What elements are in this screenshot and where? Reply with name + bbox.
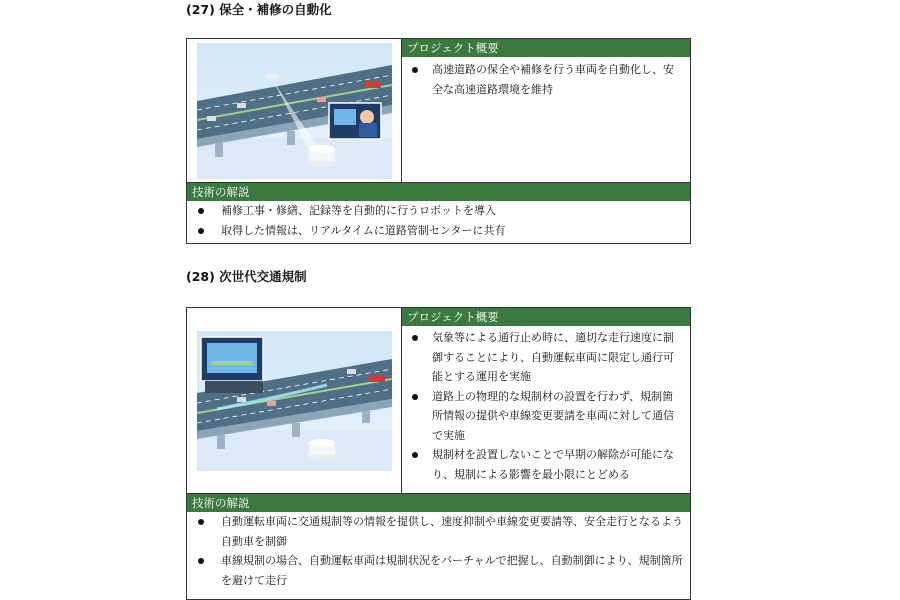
section-28-heading: (28) 次世代交通規制 (186, 269, 307, 284)
list-item: 気象等による通行止め時に、適切な走行速度に制御することにより、自動運転車両に限定し通行可能とする運用を実施 (402, 328, 690, 387)
section-28-image-cell (187, 308, 402, 493)
list-item: 高速道路の保全や補修を行う車両を自動化し、安全な高速道路環境を維持 (402, 60, 690, 99)
section-27-overview-list (402, 57, 690, 99)
bullet-icon (198, 519, 204, 525)
section-28-overview-header: プロジェクト概要 (402, 308, 690, 326)
traffic-regulation-illustration (197, 331, 392, 471)
section-27-tech-list (187, 201, 690, 240)
section-28-top-row (187, 308, 690, 494)
section-27-heading: (27) 保全・補修の自動化 (186, 2, 332, 17)
list-item: 自動運転車両に交通規制等の情報を提供し、速度抑制や車線変更要請等、安全走行となるよう自動車を制御 (187, 512, 690, 551)
list-item: 取得した情報は、リアルタイムに道路管制センターに共有 (187, 221, 690, 241)
section-27-top-row (187, 39, 690, 183)
bullet-icon (412, 67, 418, 73)
section-28-box (186, 307, 691, 600)
section-28-tech-header: 技術の解説 (187, 494, 690, 512)
list-item: 補修工事・修繕、記録等を自動的に行うロボットを導入 (187, 201, 690, 221)
section-27-box (186, 38, 691, 244)
bullet-icon (412, 394, 418, 400)
bullet-icon (412, 452, 418, 458)
bullet-icon (198, 558, 204, 564)
section-27-image-cell (187, 39, 402, 182)
highway-maintenance-illustration (197, 43, 392, 179)
bullet-icon (412, 335, 418, 341)
section-28-overview-cell (402, 308, 690, 493)
list-item: 車線規制の場合、自動運転車両は規制状況をバーチャルで把握し、自動制御により、規制箇所を避けて走行 (187, 551, 690, 590)
bullet-icon (198, 208, 204, 214)
section-27-overview-cell (402, 39, 690, 182)
list-item: 道路上の物理的な規制材の設置を行わず、規制箇所情報の提供や車線変更要請を車両に対して通信で実施 (402, 387, 690, 446)
section-27-tech-header: 技術の解説 (187, 183, 690, 201)
section-27-overview-header: プロジェクト概要 (402, 39, 690, 57)
section-28-tech-list (187, 512, 690, 590)
section-28-overview-list (402, 326, 690, 484)
bullet-icon (198, 228, 204, 234)
list-item: 規制材を設置しないことで早期の解除が可能になり、規制による影響を最小限にとどめる (402, 445, 690, 484)
